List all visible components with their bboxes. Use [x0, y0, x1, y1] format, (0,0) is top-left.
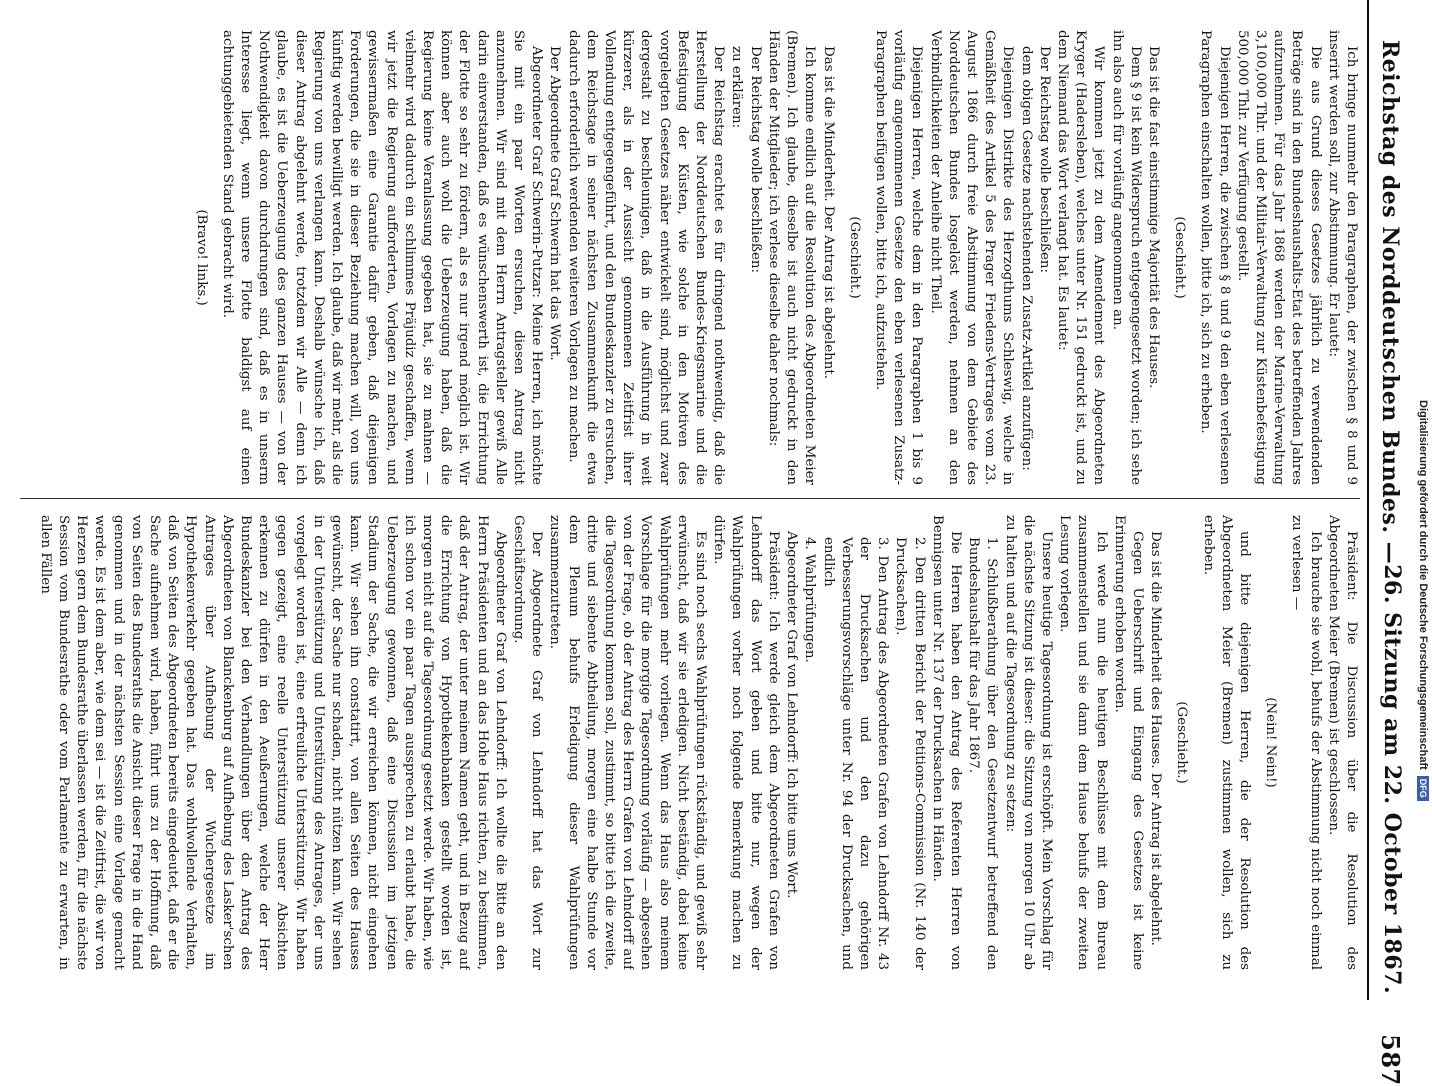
header-left-title: Reichstag des Norddeutschen Bundes. — — [1377, 40, 1404, 565]
paragraph: 2. Den dritten Bericht der Petitions-Commission (Nr. 140 der Drucksachen). — [893, 537, 927, 970]
paragraph: (Geschieht.) — [1174, 701, 1190, 784]
right-column — [20, 515, 1360, 970]
paragraph: Ich bringe nunmehr den Paragraphen, der zwischen § 8 und 9 inserirt werden soll, zur Abstimmung. Er lautet: — [1325, 30, 1359, 485]
paragraph: Präsident: Ich werde gleich dem Abgeordneten Grafen von Lehndorff das Wort geben und bitte nur, wegen der Wahlprüfungen vorher noch folgende Bemerkung machen zu dürfen. — [711, 515, 781, 970]
paragraph: Diejenigen Herren, welche dem in den Paragraphen 1 bis 9 vorläufig angenommenen Gesetze den eben verlesenen Zusatz-Paragraphen beifügen wollen, bitte ich, aufzustehen. — [872, 30, 925, 485]
paragraph: Das ist die Minderheit. Der Antrag ist abgelehnt. — [820, 46, 836, 380]
paragraph: Abgeordneter Graf Schwerin-Putzar: Meine Herren, ich möchte Sie mit ein paar Worten ersuchen, diesen Antrag nicht anzunehmen. Wir sind mit dem Herrn Antragsteller gewiß Alle darin einverstanden, daß es wünschenswerth ist, die Errichtung der Flotte so sehr zu fördern, als es nur irgend möglich ist. Wir können aber auch wohl die Ueberzeugung haben, daß die Regierung keine Veranlassung gegeben hat, sie zu mahnen — vielmehr wird dadurch ein schlimmes Präjudiz geschaffen, wenn wir jetzt die Regierung aufforderten, Vorlagen zu machen, und gewissermaßen eine Garantie dafür geben, daß diejenigen Forderungen, die sie in dieser Beziehung machen will, von uns künftig werden bewilligt werden. Ich glaube, daß wir mehr, als die Regierung von uns verlangen kann. Deshalb wünsche ich, daß dieser Antrag abgelehnt werde, trotzdem wir Alle — denn ich glaube, es ist die Ueberzeugung des ganzen Hauses — von der Nothwendigkeit davon durchdrungen sind, daß es in unserm Interesse liegt, wenn unsere Flotte baldigst auf einen achtunggebietenden Stand gebracht wird. — [219, 30, 545, 485]
paragraph: (Geschieht.) — [846, 216, 862, 299]
paragraph: (Nein! Nein!) — [1263, 697, 1279, 788]
dfg-logo: DFG — [1417, 776, 1429, 801]
paragraph: Der Reichstag wolle beschließen: — [747, 46, 763, 274]
left-column — [20, 30, 1360, 485]
paragraph: Abgeordneter Graf von Lehndorff: Ich bitte ums Wort. — [784, 531, 800, 899]
digitization-note-text: Digitalisierung gefördert durch die Deutsche Forschungsgemeinschaft — [1417, 400, 1429, 770]
paragraph: Wir kommen jetzt zu dem Amendement des Abgeordneten Kryger (Hadersleben), welches unter Nr. 151 gedruckt ist, und zu dem Niemand das Wort verlangt hat. Es lautet: — [1054, 30, 1107, 485]
paragraph: Diejenigen Herren, die zwischen § 8 und 9 den eben verlesenen Paragraphen einschalten wollen, bitte ich, sich zu erheben. — [1198, 30, 1232, 485]
column-divider — [20, 498, 1360, 499]
paragraph: 3. Den Antrag des Abgeordneten Grafen von Lehndorff Nr. 43 der Drucksachen und den dazu gehörigen Verbesserungsvorschläge unter Nr. 94 der Drucksachen, und endlich — [820, 537, 891, 970]
paragraph: 4. Wahlprüfungen. — [802, 537, 818, 663]
paragraph: Das ist die Minderheit des Hauses. Der Antrag ist abgelehnt. — [1148, 531, 1164, 946]
paragraph: Die aus Grund dieses Gesetzes jährlich zu verwendenden Beträge sind in den Bundeshaushalts-Etat des betreffenden Jahres aufzunehmen. Für das Jahr 1868 werden der Marine-Verwaltung 3,100,000 Thlr. und der Militair-Verwaltung zur Küstenbefestigung 500,000 Thlr. zur Verfügung gestellt. — [1234, 30, 1323, 485]
text-columns — [20, 30, 1360, 970]
paragraph: Der Abgeordnete Graf von Lehndorff hat das Wort zur Geschäftsordnung. — [511, 515, 545, 970]
header-right-group — [1376, 564, 1405, 1086]
paragraph: Dem § 9 ist kein Widerspruch entgegengesetzt worden; ich sehe ihn also auch für vorläufig angenommen an. — [1109, 30, 1143, 485]
page-header — [1367, 0, 1412, 1086]
paragraph: 1. Schlußberathung über den Gesetzentwurf betreffend den Bundeshaushalt für das Jahr 1867. — [966, 537, 1000, 970]
paragraph: (Geschieht.) — [1172, 216, 1188, 299]
paragraph: (Bravo! links.) — [193, 209, 209, 306]
paragraph: Unsere heutige Tagesordnung ist erschöpft. Mein Vorschlag für die nächste Sitzung ist dieser: die Sitzung von morgen 10 Uhr ab zu halten und auf die Tagesordnung zu setzen: — [1002, 515, 1054, 970]
header-right-title: 26. Sitzung am 22. October 1867. — [1379, 564, 1405, 995]
paragraph: zu erklären: — [729, 46, 745, 129]
digitization-note — [1414, 0, 1432, 1000]
paragraph: dem obigen Gesetze nachstehenden Zusatz-Artikel anzufügen: — [1018, 46, 1034, 471]
paragraph: Der Reichstag wolle beschließen: — [1036, 46, 1052, 274]
paragraph: Es sind noch sechs Wahlprüfungen rückständig, und gewiß sehr erwünscht, daß wir sie erledigen. Nicht beständig, dabei keine Wahlprüfungen mehr vorliegen. Wenn das Haus also meinem Vorschlage für die morgige Tagesordnung vorläufig — abgesehen von der Frage, ob der Antrag des Herrn Grafen von Lehndorff auf die Tagesordnung kommen soll, zustimmt, so bitte ich die zweite, dritte und siebente Abtheilung, morgen eine halbe Stunde vor dem Plenum behufs Erledigung dieser Wahlprüfungen zusammenzutreten. — [547, 515, 709, 970]
paragraph: Abgeordneter Graf von Lehndorff: Ich wollte die Bitte an den Herrn Präsidenten und an das Hohe Haus richten, zu bestimmen, daß der Antrag, der unter meinem Namen geht, und in Bezug auf die Errichtung von Hypothekenbanken gestellt worden ist, morgen nicht auf die Tagesordnung gesetzt werde. Wir haben, wie ich schon vor ein paar Tagen aussprechen zu erlaubt habe, die Ueberzeugung gewonnen, daß eine Discussion im jetzigen Stadium der Sache, die wir erreichen können, nicht eingehen kann. Wir sehen ihn constatirt, von allen Seiten des Hauses gewünscht, der Sache nur schaden, nicht nützen kann. Wir sehen in der Unterstützung und Unterstützung des Antrages, der uns vorgelegt worden ist, eine erfreuliche Unterstützung. Wir haben gegen gezeigt, eine reelle Unterstützung unserer Absichten erkennen zu dürfen in den Aeußerungen, welche der Herr Bundeskanzler bei den Verhandlungen über den Antrag des Abgeordneten von Blanckenburg auf Aufhebung des Lasker'schen Antrages über Aufhebung der Wuchergesetze im Hypothekenverkehr gegeben hat. Das wohlwollende Verhalten, daß von Seiten des Abgeordneten bereits eingedeutet, daß er die Sache aufnehmen wird, haben, führt uns zu der Hoffnung, daß von Seiten des Bundesraths die Ansicht dieser Frage in die Hand genommen und in der nächsten Session eine Vorlage gemacht werde. Es ist dem aber, wie dem sei — ist die Zeitfrist, die wir von Herzen gern dem Bundesrathe überlassen werden, für die nächste Session vom Bundesrathe oder vom Parlamente zu erwarten, in allen Fällen — [37, 515, 508, 970]
paragraph: Diejenigen Distrikte des Herzogthums Schleswig, welche in Gemäßheit des Artikel 5 des Prager Friedens-Vertrages vom 23. August 1866 durch freie Abstimmung von dem Gebiete des Norddeutschen Bundes losgelöst werden, nehmen an den Verbindlichkeiten der Anleihe nicht Theil. — [927, 30, 1016, 485]
paragraph: Gegen Ueberschrift und Eingang des Gesetzes ist keine Erinnerung erhoben worden. — [1111, 515, 1145, 970]
paragraph: Das ist die fast einstimmige Majorität des Hauses. — [1145, 46, 1161, 389]
paragraph: und bitte diejenigen Herren, die der Resolution des Abgeordneten Meier (Bremen) zustimmen wollen, sich zu erheben. — [1200, 515, 1252, 970]
paragraph: Der Abgeordnete Graf Schwerin hat das Wort. — [547, 46, 563, 361]
paragraph: Ich werde nun die heutigen Beschlüsse mit dem Bureau zusammenstellen und sie dann dem Hause behufs der zweiten Lesung vorlegen. — [1057, 515, 1109, 970]
paragraph: Die Herren haben den Antrag des Referenten Herren von Bennigsen unter Nr. 137 der Drucksachen in Händen. — [929, 515, 963, 970]
paragraph: Präsident: Die Discussion über die Resolution des Abgeordneten Meier (Bremen) ist geschlossen. — [1325, 515, 1359, 970]
paragraph: Der Reichstag erachtet es für dringend nothwendig, daß die Herstellung der Norddeutschen Bundes-Kriegsmarine und die Befestigung der Küsten, wie solche in den Motiven des vorgelegten Gesetzes näher entwickelt sind, möglichst und zwar dergestalt zu beschleunigen, daß in die Ausführung in weit kürzerer, als in der Aussicht genommenen Zeitfrist ihrer Vollendung entgegengeführt, und den Bundeskanzler zu ersuchen, dem Reichstage in seiner nächsten Zusammenkunft die etwa dadurch erforderlich werdenden weiteren Vorlagen zu machen. — [565, 30, 727, 485]
paragraph: Ich komme endlich auf die Resolution des Abgeordneten Meier (Bremen). Ich glaube, dieselbe ist auch nicht gedruckt in den Händen der Mitglieder; ich verlese dieselbe daher nochmals: — [765, 30, 818, 485]
paragraph: Ich brauche sie wohl, behufs der Abstimmung nicht noch einmal zu verlesen — — [1289, 515, 1323, 970]
page-number: 587 — [1376, 1034, 1405, 1086]
